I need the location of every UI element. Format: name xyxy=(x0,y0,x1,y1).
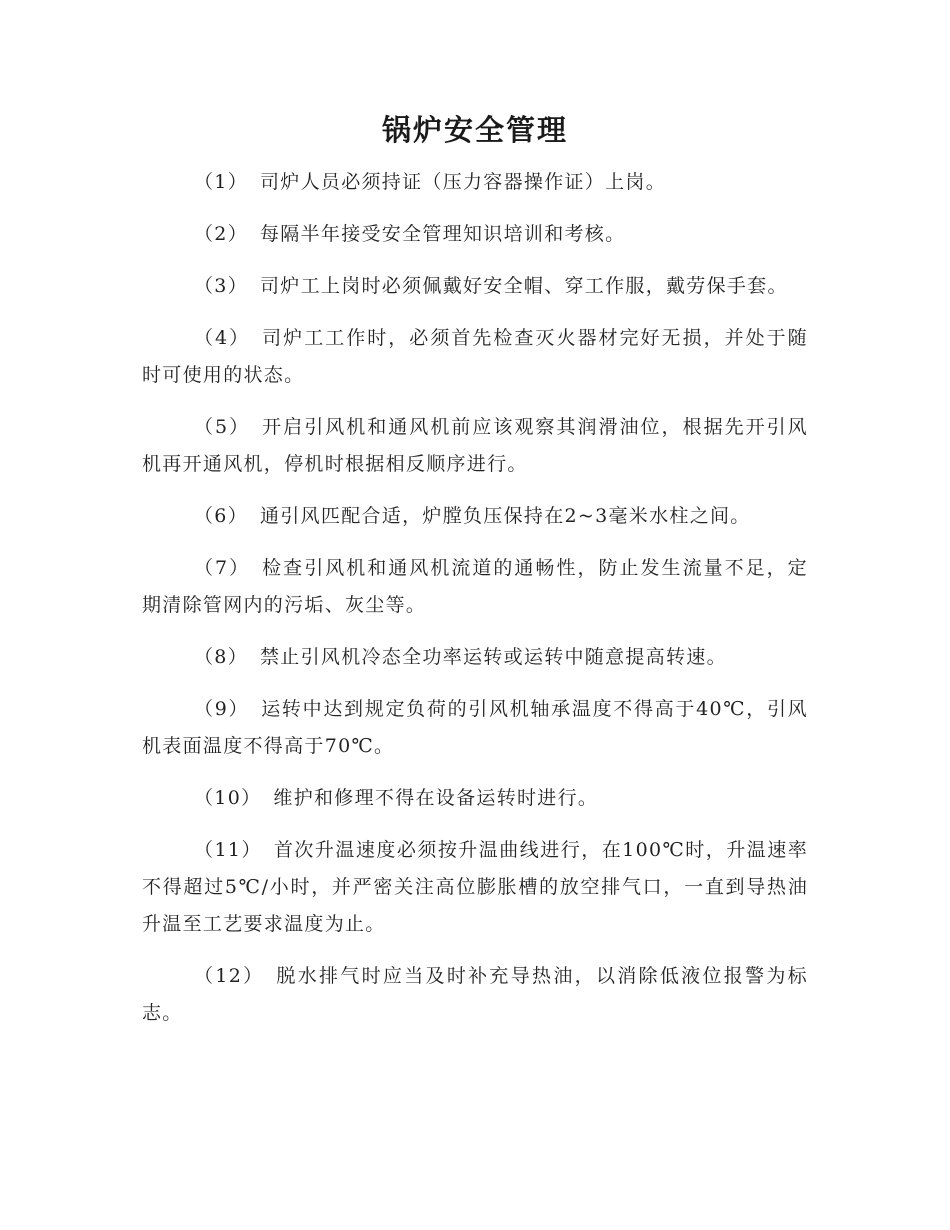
paragraph-1 xyxy=(142,164,808,201)
paragraph-5 xyxy=(142,409,808,483)
item-text: 司炉工工作时，必须首先检查灭火器材完好无损，并处于随时可使用的状态。 xyxy=(142,327,808,386)
item-text: 开启引风机和通风机前应该观察其润滑油位，根据先开引风机再开通风机，停机时根据相反顺序进行。 xyxy=(142,416,808,475)
item-text: 司炉人员必须持证（压力容器操作证）上岗。 xyxy=(260,171,667,193)
paragraph-4 xyxy=(142,320,808,394)
item-number: （2） xyxy=(194,223,248,245)
paragraph-10 xyxy=(142,780,808,817)
item-text: 禁止引风机冷态全功率运转或运转中随意提高转速。 xyxy=(260,646,727,668)
paragraph-2 xyxy=(142,216,808,253)
item-text: 通引风匹配合适，炉膛负压保持在2~3毫米水柱之间。 xyxy=(260,505,751,527)
paragraph-8 xyxy=(142,639,808,676)
item-number: （7） xyxy=(194,557,251,579)
item-number: （6） xyxy=(194,505,248,527)
document-body xyxy=(142,164,808,1047)
paragraph-12 xyxy=(142,958,808,1032)
item-number: （5） xyxy=(194,416,251,438)
document-title: 锅炉安全管理 xyxy=(381,113,568,147)
paragraph-7 xyxy=(142,550,808,624)
paragraph-6 xyxy=(142,498,808,535)
item-text: 脱水排气时应当及时补充导热油，以消除低液位报警为标志。 xyxy=(142,965,808,1024)
item-number: （12） xyxy=(194,965,265,987)
paragraph-3 xyxy=(142,268,808,305)
item-number: （9） xyxy=(194,698,250,720)
item-text: 每隔半年接受安全管理知识培训和考核。 xyxy=(260,223,626,245)
item-number: （1） xyxy=(194,171,248,193)
item-number: （3） xyxy=(194,275,248,297)
item-text: 司炉工上岗时必须佩戴好安全帽、穿工作服，戴劳保手套。 xyxy=(260,275,788,297)
item-number: （8） xyxy=(194,646,248,668)
item-text: 运转中达到规定负荷的引风机轴承温度不得高于40℃，引风机表面温度不得高于70℃。 xyxy=(142,698,808,757)
item-number: （4） xyxy=(194,327,251,349)
paragraph-11 xyxy=(142,832,808,943)
item-text: 检查引风机和通风机流道的通畅性，防止发生流量不足，定期清除管网内的污垢、灰尘等。 xyxy=(142,557,808,616)
item-number: （10） xyxy=(194,787,262,809)
item-number: （11） xyxy=(194,839,262,861)
item-text: 首次升温速度必须按升温曲线进行，在100℃时，升温速率不得超过5℃/小时，并严密关注高位膨胀槽的放空排气口，一直到导热油升温至工艺要求温度为止。 xyxy=(142,839,808,935)
item-text: 维护和修理不得在设备运转时进行。 xyxy=(273,787,599,809)
paragraph-9 xyxy=(142,691,808,765)
